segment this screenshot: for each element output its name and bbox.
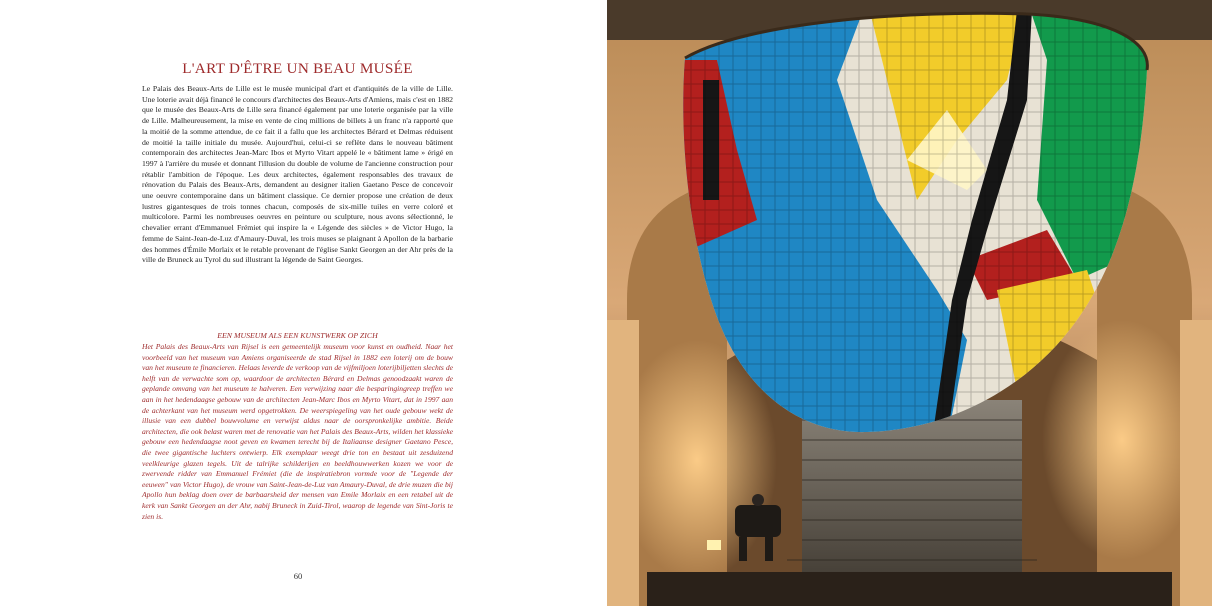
- page-title: L'ART D'ÊTRE UN BEAU MUSÉE: [182, 60, 413, 77]
- dutch-section-title: EEN MUSEUM ALS EEN KUNSTWERK OP ZICH: [217, 331, 378, 340]
- right-page-photo: [607, 0, 1212, 606]
- french-body-text: Le Palais des Beaux-Arts de Lille est le musée municipal d'art et d'antiquités de la ville de Lille. Une loterie avait déjà financé le concours d'architectes des Beaux-Arts d'Amiens, mais c'est en 1882 que le musée des Beaux-Arts de Lille sera financé également par une loterie organisée par la ville de Lille. Malheureusement, la mise en vente de cinq millions de billets à un franc n'a rapporté que la moitié de la somme attendue, de ce fait il a fallu que les architectes Bérard et Delmas réduisent de moitié la taille initiale du musée. Aujourd'hui, celui-ci se reflète dans le nouveau bâtiment contemporain des architectes Jean-Marc Ibos et Myrto Vitart appelé le « bâtiment lame » érigé en 1997 à l'arrière du musée et donnant l'illusion du double de volume de l'ancienne construction pour rétablir l'ambition de l'époque. Les deux architectes, également responsables des travaux de rénovation du Palais des Beaux-Arts, demandent au designer italien Gaetano Pesce de concevoir une oeuvre contemporaine dans un bâtiment classique. Ce dernier propose une création de deux lustres gigantesques de trois tonnes chacun, composés de six-mille tuiles en verre coloré et multicolore. Parmi les nombreuses oeuvres en peinture ou sculpture, nous avons sélectionné, le chevalier errant d'Emmanuel Frémiet qui inspire la « Légende des siècles » de Victor Hugo, la femme de Saint-Jean-de-Luz d'Amaury-Duval, les trois muses se plaignant à Apollon de la barbarie des hommes d'Émile Morlaix et le retable provenant de l'église Sankt Georgen an der Ahr près de la ville de Bruneck au Tyrol du sud illustrant la légende de Saint Georges.: [142, 84, 453, 265]
- dutch-body-text: Het Palais des Beaux-Arts van Rijsel is een gemeentelijk museum voor kunst en oudheid. Naar het voorbeeld van het museum van Amiens organiseerde de stad Rijsel in 1882 een loterij om de bouw van het museum te financieren. Helaas leverde de verkoop van de vijfmiljoen loterijbiljetten slechts de helft van de verwachte som op, waardoor de architecten Bérard en Delmas genoodzaakt waren de geplande omvang van het museum te halveren. Een verwijzing naar die besparingingreep treffen we aan in het hedendaagse gebouw van de architecten Jean-Marc Ibos en Myrto Vitart, dat in 1997 aan de achterkant van het museum werd opgetrokken. De weerspiegeling van het oude gebouw wekt de illusie van een dubbel bouwvolume en verwijst aldus naar de oorspronkelijke ambitie. Beide architecten, die ook belast waren met de renovatie van het Palais des Beaux-Arts, wilden het klassieke gebouw een hedendaagse noot geven en kwamen terecht bij de Italiaanse designer Gaetano Pesce, die twee gigantische luchters ontwierp. Elk exemplaar weegt drie ton en bestaat uit zesduizend veelkleurige glazen tegels. Uit de talrijke schilderijen en beeldhouwwerken kozen we voor de zwervende ridder van Emmanuel Frémiet (die de inspiratiebron vormde voor de "Legende der eeuwen" van Victor Hugo), de vrouw van Saint-Jean-de-Luz van Amaury-Duval, de drie muzen die bij Apollo hun beklag doen over de barbaarsheid der mensen van Emile Morlaix en een retabel uit de kerk van Sankt Georgen an der Ahr, nabij Bruneck in Zuid-Tirol, waarop de legende van Sint-Joris te zien is.: [142, 342, 453, 521]
- page-number: 60: [293, 571, 303, 581]
- right-wall-light: [1042, 320, 1202, 560]
- lamp-light: [707, 540, 721, 550]
- left-column: [607, 320, 639, 606]
- chandelier-photo: [607, 0, 1212, 606]
- floor: [647, 572, 1172, 606]
- right-column: [1180, 320, 1212, 606]
